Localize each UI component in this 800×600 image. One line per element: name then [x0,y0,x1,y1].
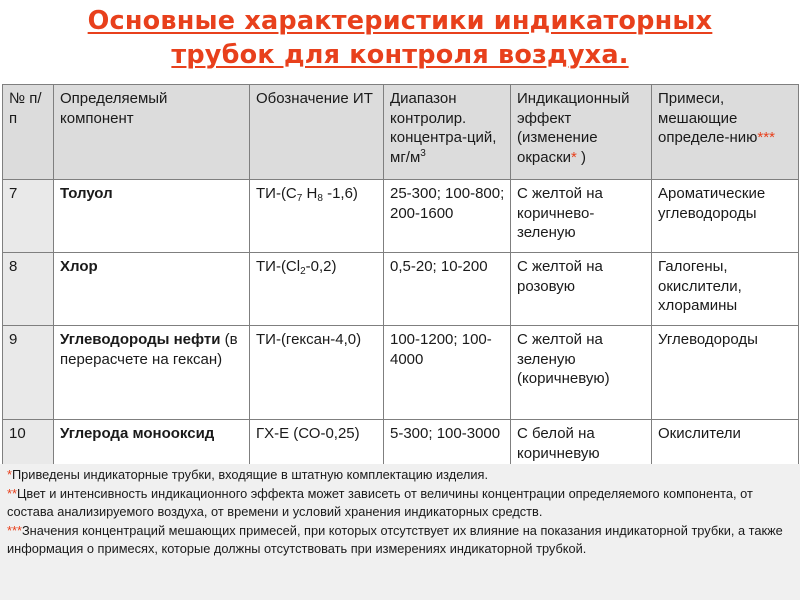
table-row [3,326,799,420]
footnote-3-text: Значения концентраций мешающих примесей, при которых отсутствует их влияние на показания индикаторной трубки, а также информация о примесях, которые должны отсутствовать при измерениях индикаторной трубкой. [7,522,783,557]
cell-range: 5-300; 100-3000 [384,420,511,469]
cell-effect: С белой на коричневую [511,420,652,469]
designation-part: Н [302,185,318,202]
cell-admixtures: Углеводороды [652,326,799,420]
cell-designation [250,253,384,326]
characteristics-table [2,84,799,469]
cell-admixtures: Окислители [652,420,799,469]
cell-effect: С желтой на коричнево-зеленую [511,180,652,253]
header-range [384,85,511,180]
cell-range: 0,5-20; 10-200 [384,253,511,326]
cell-num: 10 [3,420,54,469]
footnote-3-mark: *** [7,522,22,538]
footnote-1 [7,466,792,485]
page-title [0,4,800,72]
footnotes-panel [0,464,800,600]
cell-effect: С желтой на зеленую (коричневую) [511,326,652,420]
cell-designation: ТИ-(гексан-4,0) [250,326,384,420]
footnote-1-text: Приведены индикаторные трубки, входящие в штатную комплектацию изделия. [11,467,488,482]
page-title-line2: трубок для контроля воздуха. [171,40,629,70]
footnote-3 [7,522,792,559]
designation-subscript: 2 [300,266,306,277]
table-row [3,180,799,253]
header-component: Определяемый компонент [54,85,250,180]
header-effect-close: ) [576,148,587,166]
header-admixtures-asterisk: *** [757,129,775,146]
designation-part: -0,2) [305,258,337,275]
cell-component: Толуол [54,180,250,253]
header-admixtures-text: Примеси, мешающие определе-нию [658,90,758,146]
designation-part: -1,6) [322,185,358,202]
footnote-2-mark: ** [7,485,17,501]
component-name: Углеводороды нефти [60,331,221,348]
header-effect-text: Индикационный эффект (изменение окраски [517,90,630,166]
designation-subscript: 7 [296,193,303,204]
header-effect [511,85,652,180]
header-designation: Обозначение ИТ [250,85,384,180]
footnote-2 [7,485,792,522]
designation-part: ТИ-(С [256,185,297,202]
table-header-row [3,85,799,180]
cell-effect: С желтой на розовую [511,253,652,326]
cell-range: 25-300; 100-800; 200-1600 [384,180,511,253]
cell-component: Углерода монооксид [54,420,250,469]
header-num: № п/п [3,85,54,180]
cell-component [54,326,250,420]
header-effect-asterisk: * [571,148,577,166]
header-admixtures [652,85,799,180]
cell-admixtures: Ароматические углеводороды [652,180,799,253]
table-row [3,420,799,469]
cell-num: 8 [3,253,54,326]
footnote-2-text: Цвет и интенсивность индикационного эффекта может зависеть от величины концентрации определяемого компонента, от состава анализируемого воздуха, от времени и условий хранения индикаторных средств. [7,485,753,520]
cell-component: Хлор [54,253,250,326]
cell-designation: ГХ-Е (СО-0,25) [250,420,384,469]
cell-num: 9 [3,326,54,420]
cell-range: 100-1200; 100-4000 [384,326,511,420]
cell-num: 7 [3,180,54,253]
cell-designation [250,180,384,253]
page-title-line1: Основные характеристики индикаторных [87,6,713,36]
table-row [3,253,799,326]
footnote-1-mark: * [7,467,12,482]
designation-part: ТИ-(Cl [256,258,301,275]
cell-admixtures: Галогены, окислители, хлорамины [652,253,799,326]
component-note: (в перерасчете на гексан) [60,331,238,368]
header-range-sup: 3 [420,147,426,159]
designation-subscript: 8 [317,193,323,204]
header-range-text: Диапазон контролир. концентра-ций, мг/м [390,90,497,166]
